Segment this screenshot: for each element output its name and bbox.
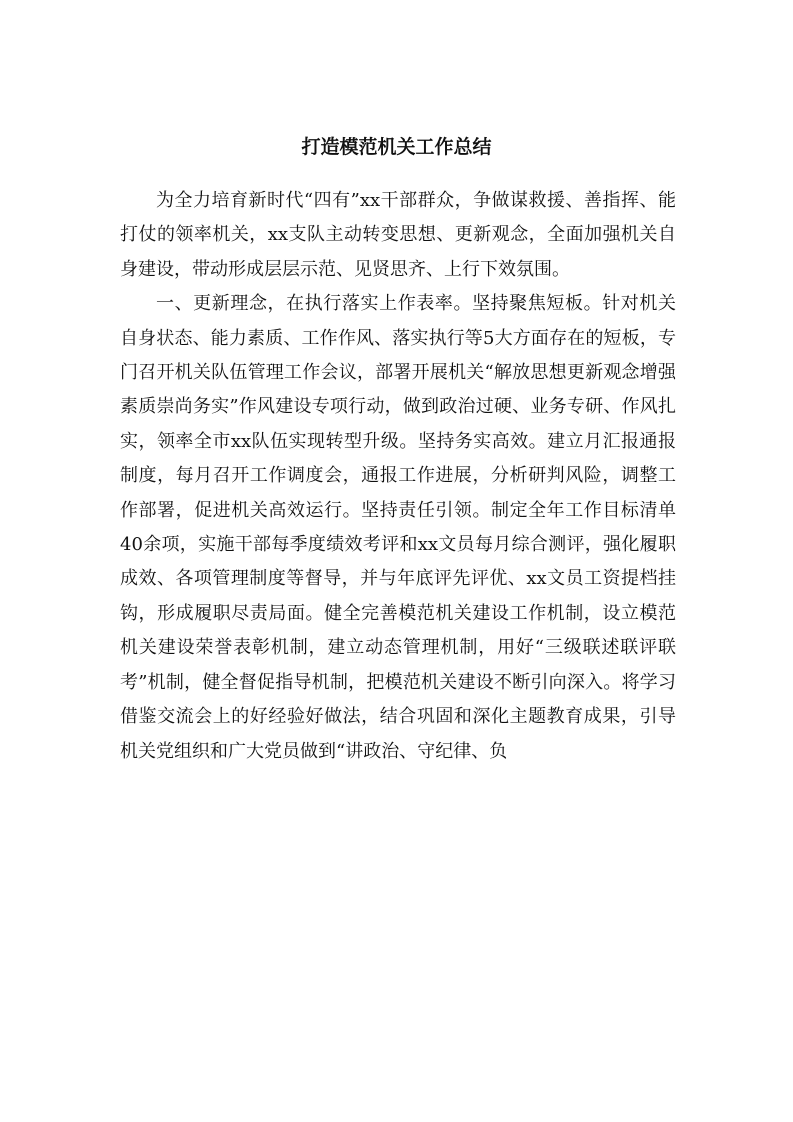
document-body xyxy=(120,184,676,769)
paragraph-intro: 为全力培育新时代“四有”xx干部群众，争做谋救援、善指挥、能打仗的领率机关，xx支队主动转变思想、更新观念，全面加强机关自身建设，带动形成层层示范、见贤思齐、上行下效氛围。 xyxy=(120,190,676,280)
document-title: 打造模范机关工作总结 xyxy=(301,136,492,158)
paragraph-section-one: 一、更新理念，在执行落实上作表率。坚持聚焦短板。针对机关自身状态、能力素质、工作作风、落实执行等5大方面存在的短板，专门召开机关队伍管理工作会议，部署开展机关“解放思想更新观念增强素质崇尚务实”作风建设专项行动，做到政治过硬、业务专研、作风扎实，领率全市xx队伍实现转型升级。坚持务实高效。建立月汇报通报制度，每月召开工作调度会，通报工作进展，分析研判风险，调整工作部署，促进机关高效运行。坚持责任引领。制定全年工作目标清单40余项，实施干部每季度绩效考评和xx文员每月综合测评，强化履职成效、各项管理制度等督导，并与年底评先评优、xx文员工资提档挂钩，形成履职尽责局面。健全完善模范机关建设工作机制，设立模范机关建设荣誉表彰机制，建立动态管理机制，用好“三级联述联评联考”机制，健全督促指导机制，把模范机关建设不断引向深入。将学习借鉴交流会上的好经验好做法，结合巩固和深化主题教育成果，引导机关党组织和广大党员做到“讲政治、守纪律、负 xyxy=(120,293,676,762)
